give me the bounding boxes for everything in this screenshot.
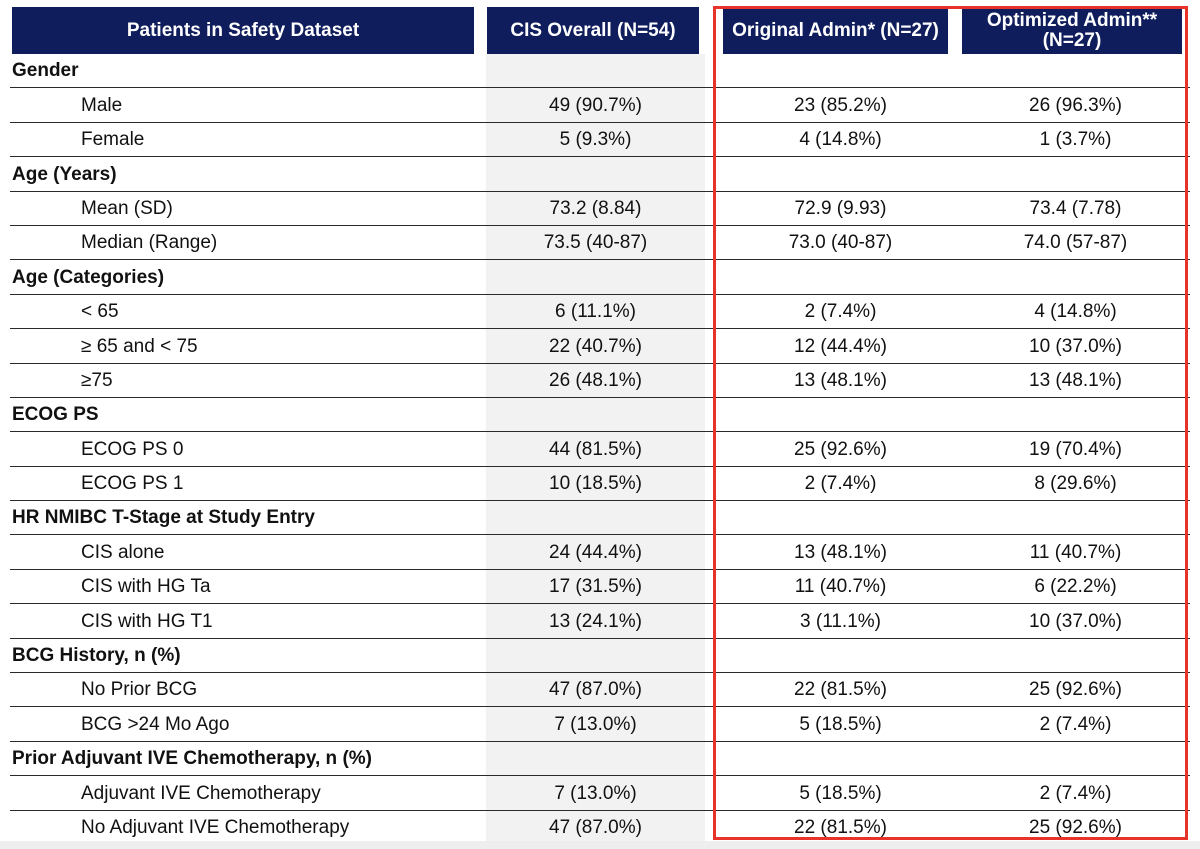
value-cis-overall [486, 639, 705, 672]
value-original-admin: 13 (48.1%) [794, 541, 887, 563]
value-optimized-admin: 1 (3.7%) [1039, 129, 1112, 151]
row-label: Mean (SD) [81, 197, 173, 219]
value-original-admin: 23 (85.2%) [794, 94, 887, 116]
row-label: ECOG PS 0 [81, 438, 184, 460]
row-label: CIS with HG Ta [81, 576, 211, 598]
value-original-admin [722, 54, 959, 87]
table-row [10, 776, 1190, 810]
category-label: ECOG PS [12, 404, 99, 426]
value-cis-overall: 22 (40.7%) [549, 335, 642, 357]
value-optimized-admin: 4 (14.8%) [1034, 301, 1117, 323]
value-original-admin: 22 (81.5%) [794, 816, 887, 838]
value-optimized-admin: 26 (96.3%) [1029, 94, 1122, 116]
table-row [10, 570, 1190, 604]
value-original-admin: 2 (7.4%) [804, 301, 877, 323]
category-row [10, 260, 1190, 294]
category-row [10, 157, 1190, 191]
value-optimized-admin: 6 (22.2%) [1034, 576, 1117, 598]
value-optimized-admin: 25 (92.6%) [1029, 816, 1122, 838]
value-optimized-admin: 10 (37.0%) [1029, 610, 1122, 632]
bottom-strip [0, 841, 1200, 849]
table-row [10, 707, 1190, 741]
value-optimized-admin: 2 (7.4%) [1039, 713, 1112, 735]
row-label: ≥75 [81, 369, 113, 391]
data-table [10, 54, 1190, 845]
table-row [10, 295, 1190, 329]
table-header-label: Patients in Safety Dataset [12, 7, 474, 54]
value-cis-overall: 26 (48.1%) [549, 369, 642, 391]
value-optimized-admin: 25 (92.6%) [1029, 679, 1122, 701]
value-optimized-admin: 8 (29.6%) [1034, 473, 1117, 495]
value-original-admin: 4 (14.8%) [799, 129, 882, 151]
value-cis-overall: 47 (87.0%) [549, 679, 642, 701]
value-original-admin: 25 (92.6%) [794, 438, 887, 460]
value-optimized-admin [961, 398, 1190, 431]
table-row [10, 364, 1190, 398]
value-cis-overall [486, 260, 705, 293]
value-optimized-admin: 11 (40.7%) [1029, 541, 1122, 563]
value-optimized-admin: 74.0 (57-87) [1023, 232, 1128, 254]
category-row [10, 501, 1190, 535]
category-row [10, 54, 1190, 88]
value-cis-overall [486, 501, 705, 534]
value-original-admin: 2 (7.4%) [804, 473, 877, 495]
category-row [10, 742, 1190, 776]
value-original-admin: 73.0 (40-87) [788, 232, 893, 254]
table-row [10, 192, 1190, 226]
row-label: Female [81, 129, 145, 151]
row-label: Adjuvant IVE Chemotherapy [81, 782, 321, 804]
value-optimized-admin: 13 (48.1%) [1029, 369, 1122, 391]
row-label: ≥ 65 and < 75 [81, 335, 198, 357]
category-label: Gender [12, 60, 79, 82]
value-original-admin: 5 (18.5%) [799, 713, 882, 735]
value-original-admin: 3 (11.1%) [800, 610, 881, 632]
value-optimized-admin: 19 (70.4%) [1029, 438, 1122, 460]
value-cis-overall: 7 (13.0%) [554, 713, 637, 735]
table-header-cis-overall: CIS Overall (N=54) [487, 7, 699, 54]
value-original-admin: 13 (48.1%) [794, 369, 887, 391]
value-optimized-admin [961, 260, 1190, 293]
value-cis-overall: 49 (90.7%) [549, 94, 642, 116]
table-row [10, 88, 1190, 122]
table-row [10, 467, 1190, 501]
value-original-admin [722, 398, 959, 431]
value-cis-overall: 13 (24.1%) [549, 610, 642, 632]
value-original-admin [722, 639, 959, 672]
row-label: No Prior BCG [81, 679, 198, 701]
table-row [10, 329, 1190, 363]
value-optimized-admin: 10 (37.0%) [1029, 335, 1122, 357]
value-cis-overall: 44 (81.5%) [549, 438, 642, 460]
row-label: < 65 [81, 301, 119, 323]
row-label: BCG >24 Mo Ago [81, 713, 230, 735]
value-original-admin: 12 (44.4%) [794, 335, 887, 357]
table-header-original-admin: Original Admin* (N=27) [723, 7, 948, 54]
row-label: Median (Range) [81, 232, 218, 254]
table-row [10, 673, 1190, 707]
table-row [10, 535, 1190, 569]
row-label: CIS alone [81, 541, 165, 563]
value-original-admin: 11 (40.7%) [794, 576, 887, 598]
category-row [10, 639, 1190, 673]
category-label: BCG History, n (%) [12, 645, 181, 667]
value-optimized-admin: 73.4 (7.78) [1029, 197, 1122, 219]
table-row [10, 604, 1190, 638]
row-label: Male [81, 94, 123, 116]
table-row [10, 811, 1190, 845]
value-cis-overall [486, 54, 705, 87]
value-cis-overall: 73.5 (40-87) [543, 232, 648, 254]
table-row [10, 226, 1190, 260]
value-cis-overall: 47 (87.0%) [549, 816, 642, 838]
value-cis-overall: 10 (18.5%) [549, 473, 642, 495]
value-original-admin [722, 501, 959, 534]
value-optimized-admin [961, 157, 1190, 190]
value-original-admin [722, 742, 959, 775]
value-original-admin: 72.9 (9.93) [794, 197, 887, 219]
value-cis-overall: 5 (9.3%) [559, 129, 632, 151]
value-cis-overall: 17 (31.5%) [549, 576, 642, 598]
value-cis-overall [486, 157, 705, 190]
value-optimized-admin [961, 742, 1190, 775]
row-label: No Adjuvant IVE Chemotherapy [81, 816, 350, 838]
category-label: HR NMIBC T-Stage at Study Entry [12, 507, 315, 529]
value-cis-overall: 73.2 (8.84) [549, 197, 642, 219]
category-row [10, 398, 1190, 432]
value-cis-overall [486, 742, 705, 775]
value-optimized-admin [961, 501, 1190, 534]
value-optimized-admin [961, 639, 1190, 672]
value-cis-overall: 7 (13.0%) [554, 782, 637, 804]
value-optimized-admin: 2 (7.4%) [1039, 782, 1112, 804]
value-cis-overall: 24 (44.4%) [549, 541, 642, 563]
value-cis-overall [486, 398, 705, 431]
value-original-admin [722, 157, 959, 190]
table-row [10, 432, 1190, 466]
value-cis-overall: 6 (11.1%) [555, 301, 636, 323]
value-original-admin [722, 260, 959, 293]
category-label: Prior Adjuvant IVE Chemotherapy, n (%) [12, 748, 372, 770]
value-original-admin: 22 (81.5%) [794, 679, 887, 701]
row-label: ECOG PS 1 [81, 473, 184, 495]
table-header-optimized-admin: Optimized Admin** (N=27) [962, 7, 1182, 54]
table-row [10, 123, 1190, 157]
category-label: Age (Years) [12, 163, 117, 185]
value-original-admin: 5 (18.5%) [799, 782, 882, 804]
category-label: Age (Categories) [12, 266, 165, 288]
row-label: CIS with HG T1 [81, 610, 213, 632]
value-optimized-admin [961, 54, 1190, 87]
